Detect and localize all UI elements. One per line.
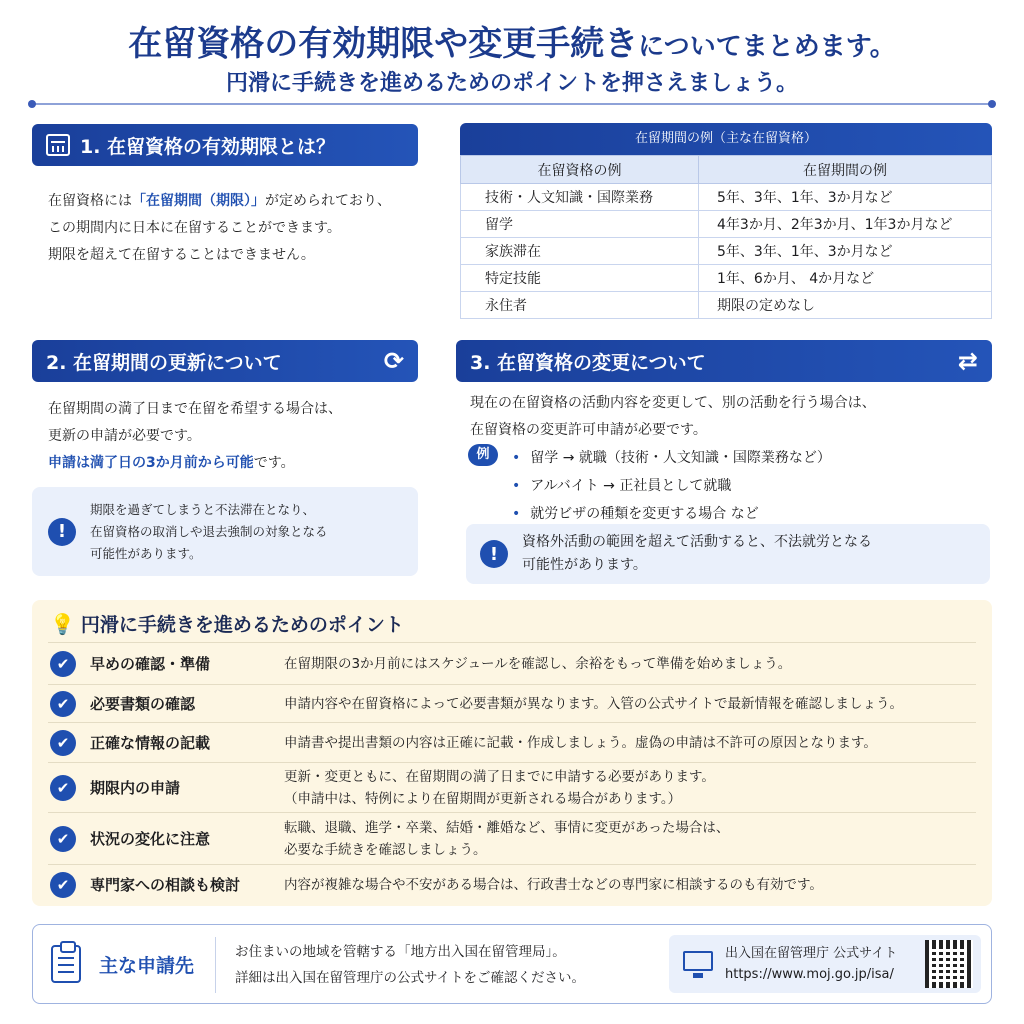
point-description: 申請書や提出書類の内容は正確に記載・作成しましょう。虚偽の申請は不許可の原因となります。 [284,734,877,751]
title-divider [32,103,992,105]
site-info [725,943,897,985]
alert-text [522,531,872,577]
section3-line2: 在留資格の変更許可申請が必要です。 [470,422,707,438]
alert-line: 期限を過ぎてしまうと不法滞在となり、 [90,501,316,517]
table-caption: 在留期間の例（主な在留資格） [460,123,992,155]
table-cell: 特定技能 [461,265,699,292]
section1-heading: 1. 在留資格の有効期限とは？ [80,135,336,158]
section2-alert [32,487,418,576]
footer-title: 主な申請先 [99,955,195,977]
table-row [461,184,992,211]
point-description: 転職、退職、進学・卒業、結婚・離婚など、事情に変更があった場合は、 必要な手続きを確認しましょう。 [284,819,730,858]
checkmark-icon: ✔ [50,730,76,756]
page-title [0,16,1024,65]
point-label: 早めの確認・準備 [90,655,211,673]
section2-line2: 更新の申請が必要です。 [48,428,201,444]
point-label: 正確な情報の記載 [90,734,211,752]
section2-body [48,396,342,477]
page-title-tail: についてまとめます。 [638,32,896,62]
alert-line: 在留資格の取消しや退去強制の対象となる [90,523,328,539]
table-cell: 家族滞在 [461,238,699,265]
lightbulb-icon: 💡 [50,611,75,636]
table-cell: 技術・人文知識・国際業務 [461,184,699,211]
alert-line: 可能性があります。 [522,557,647,573]
list-item [48,812,976,864]
footer-text [235,939,585,991]
table-cell: 永住者 [461,292,699,319]
section3-heading: 3. 在留資格の変更について [470,351,706,374]
qr-code-icon[interactable] [925,940,973,988]
point-description: 内容が複雑な場合や不安がある場合は、行政書士などの専門家に相談するのも有効です。 [284,876,823,893]
example-badge: 例 [468,444,498,466]
table-cell: 4年3か月、2年3か月、1年3か月など [699,211,992,238]
checkmark-icon: ✔ [50,826,76,852]
point-label: 状況の変化に注意 [90,830,211,848]
contact-footer [32,924,992,1004]
page-subtitle: 円滑に手続きを進めるためのポイントを押さえましょう。 [225,71,798,96]
table-row [461,292,992,319]
section1-body [48,188,391,269]
table-cell: 1年、6か月、 4か月など [699,265,992,292]
refresh-icon: ⟳ [383,347,404,375]
swap-arrows-icon: ⇄ [957,347,978,375]
checkmark-icon: ✔ [50,691,76,717]
section1-line2: この期間内に日本に在留することができます。 [48,220,341,236]
table-header: 在留資格の例 [461,156,699,184]
checkmark-icon: ✔ [50,651,76,677]
monitor-icon [683,951,713,971]
points-title [50,610,404,637]
table [460,155,992,319]
calendar-icon [46,134,70,156]
table-row [461,238,992,265]
alert-text [90,499,328,565]
exclamation-icon: ! [48,518,76,546]
checkmark-icon: ✔ [50,872,76,898]
checkmark-icon: ✔ [50,775,76,801]
points-heading: 円滑に手続きを進めるためのポイント [80,614,404,636]
section1-text: 在留資格には [48,193,132,209]
residence-period-table [460,123,992,323]
section2-line1: 在留期間の満了日まで在留を希望する場合は、 [48,401,342,417]
section3-header [456,340,992,382]
section3-body [470,390,876,444]
list-item [48,762,976,812]
list-item [48,722,976,762]
divider [215,937,216,993]
list-item [48,642,976,684]
list-item [48,864,976,904]
table-cell: 期限の定めなし [699,292,992,319]
table-header: 在留期間の例 [699,156,992,184]
section1-text: が定められており、 [265,193,391,209]
list-item: • アルバイト → 正社員として就職 [512,472,831,500]
alert-line: 資格外活動の範囲を超えて活動すると、不法就労となる [522,534,872,550]
point-label: 専門家への相談も検討 [90,876,241,894]
section1-line3: 期限を超えて在留することはできません。 [48,247,315,263]
section3-line1: 現在の在留資格の活動内容を変更して、別の活動を行う場合は、 [470,395,876,411]
page-title-main: 在留資格の有効期限や変更手続き [128,24,639,64]
section1-header [32,124,418,166]
alert-line: 可能性があります。 [90,545,202,561]
section2-heading: 2. 在留期間の更新について [46,351,282,374]
footer-line1: お住まいの地域を管轄する「地方出入国在留管理局」。 [235,944,566,960]
table-cell: 5年、3年、1年、3か月など [699,184,992,211]
clipboard-icon [51,945,81,983]
site-url[interactable]: https://www.moj.go.jp/isa/ [725,967,894,982]
table-cell: 留学 [461,211,699,238]
site-name: 出入国在留管理庁 公式サイト [725,946,898,961]
point-description: 在留期限の3か月前にはスケジュールを確認し、余裕をもって準備を始めましょう。 [284,655,792,672]
section1-highlight: 「在留期間（期限）」 [132,193,265,209]
table-row [461,265,992,292]
section2-highlight: 申請は満了日の3か月前から可能 [48,455,254,471]
footer-line2: 詳細は出入国在留管理庁の公式サイトをご確認ください。 [235,970,586,986]
section2-header [32,340,418,382]
list-item: • 留学 → 就職（技術・人文知識・国際業務など） [512,444,831,472]
point-description: 更新・変更ともに、在留期間の満了日までに申請する必要があります。 （申請中は、特例により在留期間が更新される場合があります。） [284,768,715,807]
point-label: 必要書類の確認 [90,695,196,713]
official-site-link[interactable] [669,935,981,993]
points-panel [32,600,992,906]
list-item [48,684,976,722]
section3-alert [466,524,990,584]
table-row [461,211,992,238]
section2-text: です。 [253,455,295,471]
exclamation-icon: ! [480,540,508,568]
example-list [512,444,831,528]
list-item: • 就労ビザの種類を変更する場合 など [512,500,831,528]
point-label: 期限内の申請 [90,779,181,797]
table-cell: 5年、3年、1年、3か月など [699,238,992,265]
point-description: 申請内容や在留資格によって必要書類が異なります。入管の公式サイトで最新情報を確認しましょう。 [284,695,903,712]
